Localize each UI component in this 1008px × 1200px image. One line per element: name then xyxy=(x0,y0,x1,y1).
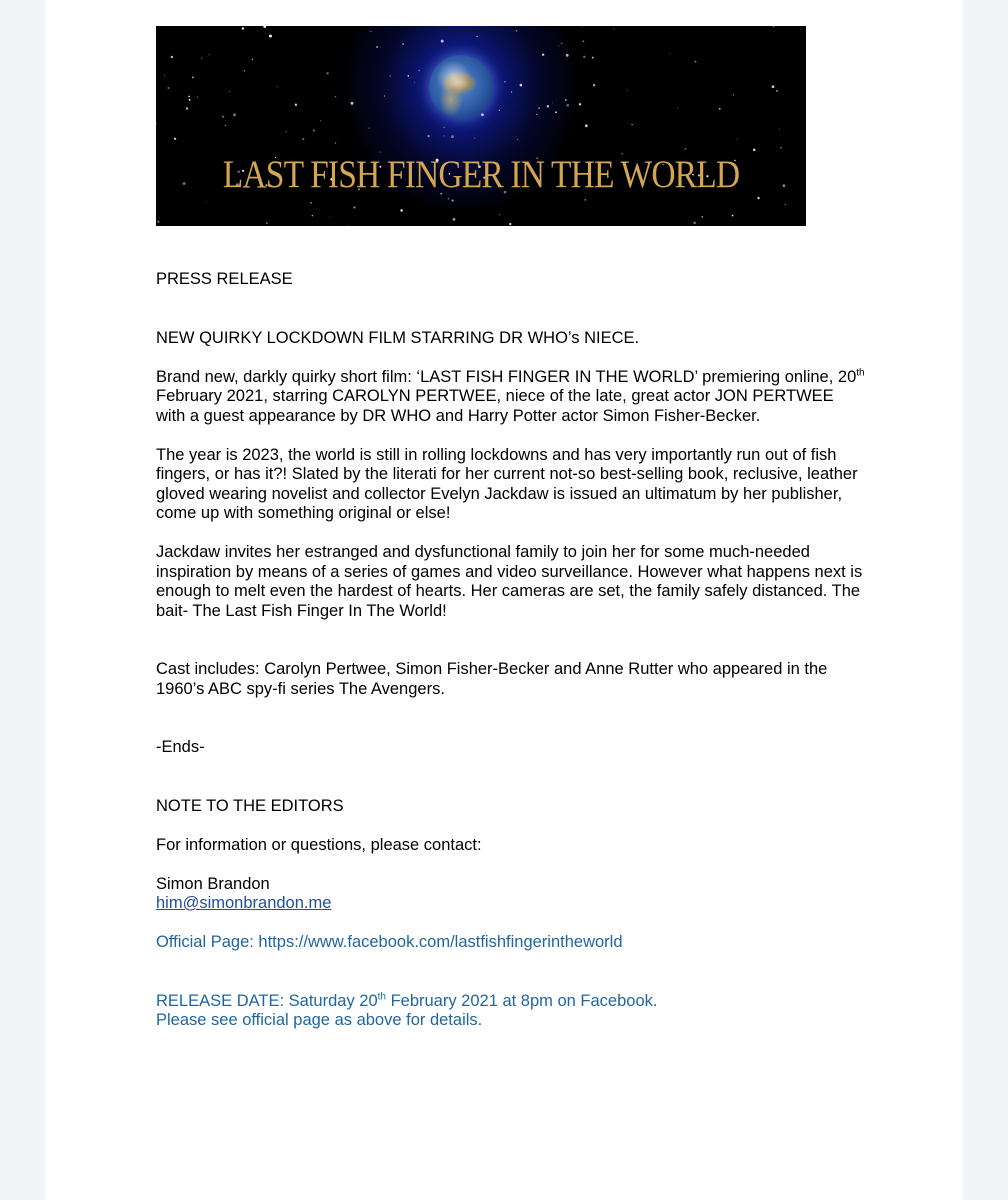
star xyxy=(733,94,734,95)
star xyxy=(780,147,782,149)
star xyxy=(171,56,173,58)
star xyxy=(369,128,370,129)
star xyxy=(197,96,198,97)
ends-marker: -Ends- xyxy=(156,738,205,756)
star xyxy=(370,31,371,32)
star xyxy=(581,27,582,28)
star xyxy=(277,86,278,87)
banner-title: LAST FISH FINGER IN THE WORLD xyxy=(222,153,740,196)
star xyxy=(233,113,236,116)
star xyxy=(351,102,354,105)
star xyxy=(547,105,549,107)
star xyxy=(183,182,186,185)
press-release-body xyxy=(156,270,866,1031)
star xyxy=(266,222,268,224)
star xyxy=(627,90,628,91)
star xyxy=(285,131,287,133)
star xyxy=(583,56,585,58)
star xyxy=(453,218,456,221)
star xyxy=(188,96,190,98)
star xyxy=(776,90,778,92)
contact-name: Simon Brandon xyxy=(156,874,270,893)
star xyxy=(310,202,312,204)
star xyxy=(225,124,227,126)
star xyxy=(499,214,500,215)
star xyxy=(353,206,355,208)
star xyxy=(263,26,266,28)
star xyxy=(476,36,477,37)
star xyxy=(252,59,253,60)
star xyxy=(772,85,775,88)
star xyxy=(452,199,454,201)
star xyxy=(390,75,391,76)
star xyxy=(326,72,328,74)
star xyxy=(269,35,272,38)
star xyxy=(773,26,775,27)
headline: NEW QUIRKY LOCKDOWN FILM STARRING DR WHO’s NIECE. xyxy=(156,328,640,347)
star xyxy=(511,92,512,93)
star xyxy=(693,222,695,224)
star xyxy=(585,124,588,127)
star xyxy=(555,111,557,113)
star xyxy=(677,108,678,109)
contact-intro: For information or questions, please contact: xyxy=(156,835,482,854)
paragraph-1: Brand new, darkly quirky short film: ‘LAST FISH FINGER IN THE WORLD’ premiering online, 20th February 2021, starring CAROLYN PERTWEE, niece of the late, great actor JON PERTWEE with a guest appearance by DR WHO and Harry Potter actor Simon Fisher-Becker. xyxy=(156,367,865,425)
star xyxy=(552,102,553,103)
star xyxy=(779,128,780,129)
star xyxy=(201,58,202,59)
star xyxy=(402,43,404,45)
star xyxy=(444,135,445,136)
star xyxy=(536,114,537,115)
star xyxy=(157,221,159,223)
star xyxy=(384,96,385,97)
star xyxy=(347,225,348,226)
star xyxy=(156,123,157,125)
star xyxy=(320,120,321,121)
star xyxy=(613,28,614,29)
star xyxy=(408,75,409,76)
star xyxy=(499,110,500,111)
star xyxy=(669,53,670,54)
star xyxy=(579,103,581,105)
official-page-link[interactable]: Official Page: https://www.facebook.com/lastfishfingerintheworld xyxy=(156,933,623,951)
star xyxy=(335,143,336,144)
star xyxy=(474,138,475,139)
release-date: RELEASE DATE: Saturday 20th February 2021 at 8pm on Facebook. xyxy=(156,991,658,1010)
star xyxy=(229,91,230,92)
star xyxy=(753,149,756,152)
star xyxy=(520,84,523,87)
star xyxy=(585,199,586,200)
star xyxy=(785,204,786,205)
star xyxy=(451,135,454,138)
star xyxy=(335,96,337,98)
star xyxy=(684,148,686,150)
star xyxy=(244,70,246,72)
star xyxy=(242,27,244,29)
star xyxy=(376,46,378,48)
star xyxy=(448,198,450,200)
star xyxy=(265,33,266,34)
star xyxy=(313,129,315,131)
star xyxy=(418,70,420,72)
star xyxy=(719,108,721,110)
star xyxy=(209,54,210,55)
star xyxy=(164,75,165,76)
star xyxy=(561,42,563,44)
star xyxy=(206,202,207,203)
star xyxy=(167,87,169,89)
star xyxy=(737,139,738,140)
note-to-editors-heading: NOTE TO THE EDITORS xyxy=(156,796,344,815)
star xyxy=(695,61,697,63)
star xyxy=(542,54,544,56)
document-page xyxy=(45,0,963,1200)
earth-globe-icon xyxy=(429,55,493,119)
star xyxy=(504,81,506,83)
star xyxy=(566,104,569,107)
star xyxy=(757,197,759,199)
star xyxy=(732,215,734,217)
star xyxy=(509,223,511,225)
star xyxy=(189,99,191,101)
star xyxy=(312,215,313,216)
star xyxy=(631,124,632,125)
star xyxy=(222,115,224,117)
star xyxy=(481,113,484,116)
cast-paragraph: Cast includes: Carolyn Pertwee, Simon Fisher-Becker and Anne Rutter who appeared in the 1960’s ABC spy-fi series The Avengers. xyxy=(156,660,828,698)
star xyxy=(329,217,330,218)
star xyxy=(444,127,445,128)
star xyxy=(302,138,304,140)
star xyxy=(186,107,188,109)
star xyxy=(517,139,518,140)
release-details: Please see official page as above for details. xyxy=(156,1011,483,1029)
contact-email-link[interactable]: him@simonbrandon.me xyxy=(156,894,332,912)
star xyxy=(593,84,596,87)
star xyxy=(400,209,402,211)
star xyxy=(295,104,297,106)
star xyxy=(592,57,594,59)
star xyxy=(538,107,539,108)
star xyxy=(516,30,518,32)
paragraph-2: The year is 2023, the world is still in rolling lockdowns and has very importantly run out of fish fingers, or has it?! Slated by the literati for her current not-so best-selling book, reclusive, leather gloved wearing novelist and collector Evelyn Jackdaw is issued an ultimatum by her publisher, come up with something original or else! xyxy=(156,445,858,522)
star xyxy=(566,54,569,57)
paragraph-3: Jackdaw invites her estranged and dysfunctional family to join her for some much-needed inspiration by means of a series of games and video surveillance. However what happens next is enough to melt even the hardest of hearts. Her cameras are set, the family safely distanced. The bait- The Last Fish Finger In The World! xyxy=(156,543,863,620)
star xyxy=(701,216,703,218)
film-banner xyxy=(156,26,806,226)
press-release-label: PRESS RELEASE xyxy=(156,270,293,288)
star xyxy=(174,138,176,140)
star xyxy=(427,135,429,137)
star xyxy=(192,76,194,78)
star xyxy=(558,45,559,46)
star xyxy=(414,82,415,83)
star xyxy=(441,40,444,43)
star xyxy=(582,40,584,42)
star xyxy=(782,184,785,187)
star xyxy=(565,99,566,100)
